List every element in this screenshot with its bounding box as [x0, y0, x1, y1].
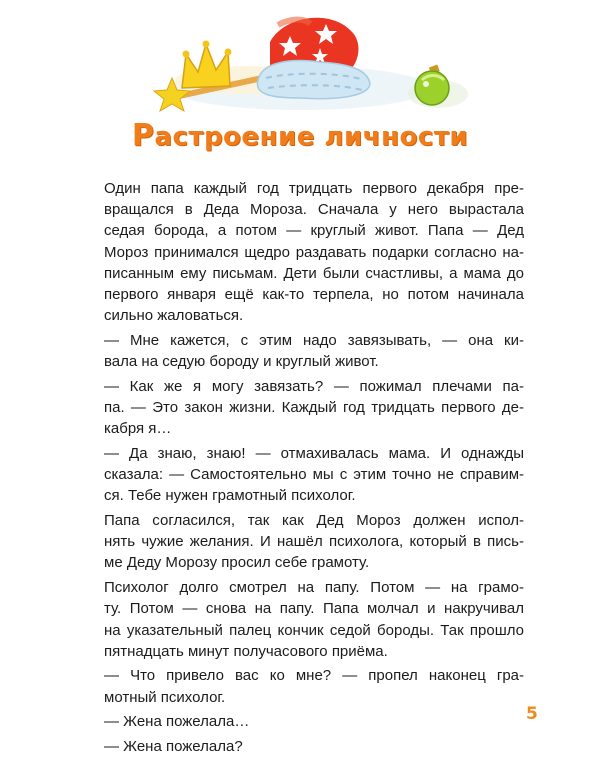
paragraph: [76, 330, 524, 372]
text-line: на указательный палец кончик седой бороды. Так прошло: [104, 621, 524, 639]
text-line: вала на седую бороду и круглый живот.: [104, 353, 379, 371]
text-line: па. — Это закон жизни. Каждый год тридцать первого де-: [104, 399, 524, 417]
text-line: — Жена пожелала?: [104, 738, 243, 756]
crown-icon: [182, 41, 232, 89]
paragraph: [76, 736, 524, 757]
paragraph: [76, 577, 524, 662]
text-line: сказала: — Самостоятельно мы с этим точно не справим-: [104, 466, 524, 484]
santa-hat-icon: [257, 18, 370, 99]
text-line: — Мне кажется, с этим надо завязывать, — она ки-: [104, 331, 524, 349]
text-line: ту. Потом — снова на папу. Папа молчал и накручивал: [104, 600, 524, 618]
paragraph: [76, 376, 524, 440]
text-line: писанным ему письмам. Дети были счастливы, а мама до: [104, 264, 524, 282]
text-line: вращался в Деда Мороза. Сначала у него вырастала: [104, 201, 524, 219]
text-line: сильно жаловаться.: [104, 307, 244, 325]
text-line: — Да знаю, знаю! — отмахивалась мама. И однажды: [104, 444, 524, 462]
text-line: — Что привело вас ко мне? — пропел наконец гра-: [104, 667, 524, 685]
text-line: ме Деду Морозу просил себе грамоту.: [104, 554, 370, 572]
text-line: ся. Тебе нужен грамотный психолог.: [104, 487, 356, 505]
text-line: мотный психолог.: [104, 688, 226, 706]
page-title-text: Растроение личности: [131, 118, 469, 153]
paragraph: [76, 443, 524, 507]
page-title: [0, 118, 600, 153]
page-number: 5: [526, 704, 538, 724]
story-text: [76, 178, 524, 761]
text-line: седая борода, а потом — круглый живот. Папа — Дед: [104, 222, 524, 240]
text-line: пятнадцать минут получасового приёма.: [104, 642, 388, 660]
paragraph: [76, 510, 524, 574]
text-line: — Жена пожелала…: [104, 713, 250, 731]
text-line: нять чужие желания. И нашёл психолога, который в пись-: [104, 533, 524, 551]
header-illustration: [150, 10, 470, 120]
text-line: Один папа каждый год тридцать первого декабря пре-: [104, 180, 524, 197]
text-line: Психолог долго смотрел на папу. Потом — на грамо-: [104, 579, 524, 597]
text-line: кабря я…: [104, 420, 172, 438]
paragraph: [76, 665, 524, 707]
text-line: — Как же я могу завязать? — пожимал плечами па-: [104, 377, 524, 395]
paragraph: [76, 711, 524, 732]
text-line: Папа согласился, так как Дед Мороз должен испол-: [104, 512, 524, 530]
text-line: Мороз принимался щедро раздавать подарки согласно на-: [104, 243, 524, 261]
text-line: первого января ещё как-то терпела, но потом начинала: [104, 286, 524, 304]
paragraph: [76, 178, 524, 326]
christmas-ornament-icon: [408, 65, 468, 108]
